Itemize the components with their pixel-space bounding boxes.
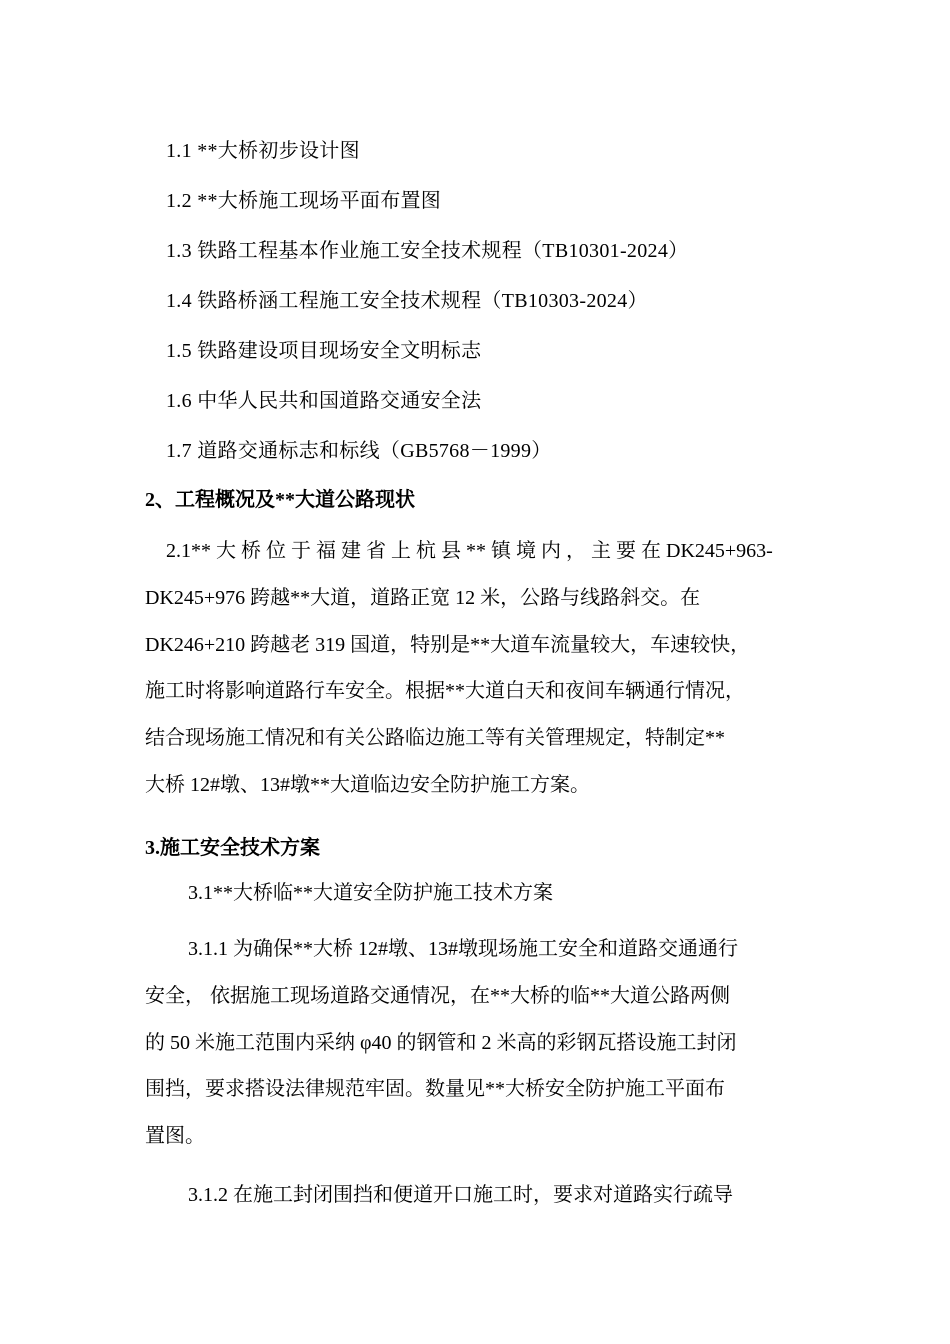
section-2-1-paragraph <box>145 528 815 809</box>
paragraph-line: 的 50 米施工范围内采纳 φ40 的钢管和 2 米高的彩钢瓦搭设施工封闭 <box>145 1031 737 1054</box>
paragraph-line: DK246+210 跨越老 319 国道，特别是**大道车流量较大，车速较快， <box>145 633 751 656</box>
reference-item-1-6: 1.6 中华人民共和国道路交通安全法 <box>166 390 482 412</box>
section-3-1-2-paragraph <box>145 1172 815 1219</box>
paragraph-line: 结合现场施工情况和有关公路临边施工等有关管理规定，特制定** <box>145 727 725 750</box>
section-3-1-subheading: 3.1**大桥临**大道安全防护施工技术方案 <box>188 882 553 904</box>
section-2-heading: 2、工程概况及**大道公路现状 <box>145 489 415 511</box>
paragraph-line: 置图。 <box>145 1125 205 1148</box>
paragraph-line: 围挡，要求搭设法律规范牢固。数量见**大桥安全防护施工平面布 <box>145 1078 725 1101</box>
reference-item-1-7: 1.7 道路交通标志和标线（GB5768－1999） <box>166 440 552 462</box>
paragraph-line: 施工时将影响道路行车安全。根据**大道白天和夜间车辆通行情况， <box>145 680 745 703</box>
reference-item-1-4: 1.4 铁路桥涵工程施工安全技术规程（TB10303-2024） <box>166 290 648 312</box>
paragraph-line: 安全， 依据施工现场道路交通情况，在**大桥的临**大道公路两侧 <box>145 984 730 1007</box>
section-3-1-1-paragraph <box>145 926 815 1160</box>
paragraph-line: DK245+976 跨越**大道，道路正宽 12 米，公路与线路斜交。在 <box>145 586 701 609</box>
reference-item-1-1: 1.1 **大桥初步设计图 <box>166 140 360 162</box>
reference-item-1-2: 1.2 **大桥施工现场平面布置图 <box>166 190 442 212</box>
section-3-heading: 3.施工安全技术方案 <box>145 837 320 859</box>
reference-item-1-3: 1.3 铁路工程基本作业施工安全技术规程（TB10301-2024） <box>166 240 689 262</box>
reference-list <box>0 128 950 478</box>
paragraph-line: 大桥 12#墩、13#墩**大道临边安全防护施工方案。 <box>145 773 590 796</box>
paragraph-line: 3.1.2 在施工封闭围挡和便道开口施工时，要求对道路实行疏导 <box>188 1184 733 1206</box>
paragraph-line: 2.1** 大 桥 位 于 福 建 省 上 杭 县 ** 镇 境 内 ， 主 要 在 DK245+963- <box>166 540 773 562</box>
paragraph-line: 3.1.1 为确保**大桥 12#墩、13#墩现场施工安全和道路交通通行 <box>188 938 738 960</box>
reference-item-1-5: 1.5 铁路建设项目现场安全文明标志 <box>166 340 482 362</box>
